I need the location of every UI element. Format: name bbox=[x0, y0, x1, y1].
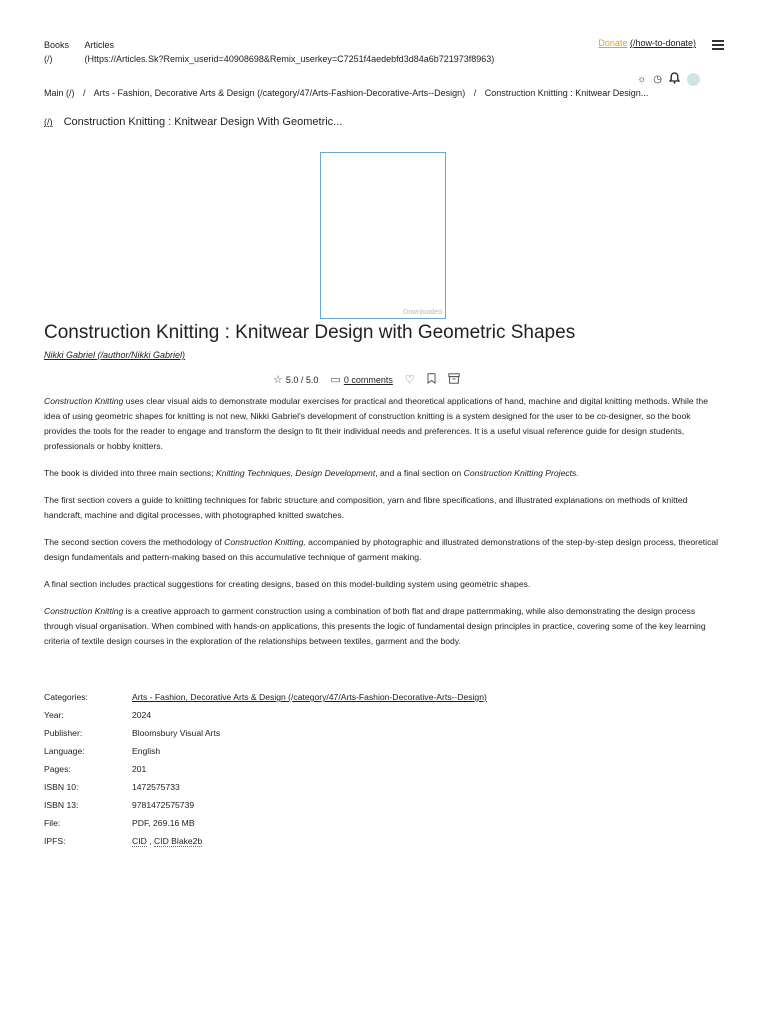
breadcrumb-separator: / bbox=[473, 88, 477, 98]
book-details bbox=[44, 688, 487, 850]
book-cover[interactable] bbox=[320, 152, 446, 319]
bookmark-icon[interactable] bbox=[427, 373, 436, 386]
ipfs-cid-link[interactable]: CID bbox=[132, 836, 147, 846]
heart-icon[interactable]: ♡ bbox=[404, 374, 415, 386]
history-icon[interactable]: ◷ bbox=[653, 74, 662, 85]
books-link-url: (/) bbox=[44, 54, 53, 64]
rating-value: 5.0 / 5.0 bbox=[285, 374, 319, 385]
books-link[interactable]: Books bbox=[44, 40, 70, 50]
breadcrumb-separator: / bbox=[83, 88, 86, 98]
menu-icon[interactable] bbox=[712, 40, 724, 50]
author-link[interactable]: Nikki Gabriel (/author/Nikki Gabriel) bbox=[44, 350, 186, 360]
downloaded-label: Downloaded bbox=[403, 309, 442, 316]
description-paragraph: A final section includes practical suggestions for creating designs, based on this model-building system using geometric shapes. bbox=[44, 579, 531, 589]
star-icon[interactable]: ☆ bbox=[273, 374, 283, 386]
donate-link[interactable] bbox=[598, 38, 696, 48]
sun-icon[interactable]: ☼ bbox=[637, 74, 647, 85]
breadcrumb-category[interactable]: Arts - Fashion, Decorative Arts & Design (/category/47/Arts-Fashion-Decorative-Arts--Design) bbox=[93, 88, 466, 98]
detail-row-categories: Categories: Arts - Fashion, Decorative Arts & Design (/category/47/Arts-Fashion-Decorative-Arts--Design) bbox=[44, 692, 487, 702]
breadcrumb-current: Construction Knitting : Knitwear Design... bbox=[484, 88, 649, 98]
rating-row bbox=[273, 373, 460, 386]
comment-icon[interactable]: ▭ bbox=[330, 374, 341, 386]
title-line-text: Construction Knitting : Knitwear Design With Geometric... bbox=[63, 116, 343, 128]
description-paragraph: The book is divided into three main sections; Knitting Techniques, Design Development, and a final section on Construction Knitting Projects. bbox=[44, 468, 579, 478]
book-title: Construction Knitting : Knitwear Design with Geometric Shapes bbox=[44, 322, 576, 343]
breadcrumb bbox=[44, 88, 648, 98]
detail-row-publisher: Publisher: Bloomsbury Visual Arts bbox=[44, 728, 221, 738]
detail-row-file: File: PDF, 269.16 MB bbox=[44, 818, 195, 828]
description-paragraph: Construction Knitting uses clear visual aids to demonstrate modular exercises for practical and theoretical applications of hand, machine and digital knitting methods. While the idea of using geometric shapes for knitting is not new, Nikki Gabriel's development of construction knitting is a system designed for the user to be co-designer, so the book provides the tools for the reader to engage and transform the design to fit their individual needs and preferences. It is a useful visual reference guide for design students, professionals or hobby knitters. bbox=[44, 396, 708, 451]
breadcrumb-main[interactable]: Main (/) bbox=[44, 88, 75, 98]
archive-icon[interactable] bbox=[448, 373, 460, 386]
detail-row-year: Year: 2024 bbox=[44, 710, 152, 720]
articles-link-url: (Https://Articles.Sk?Remix_userid=40908698&Remix_userkey=C7251f4aedebfd3d84a6b721973f8963) bbox=[84, 54, 495, 64]
bell-icon[interactable] bbox=[669, 72, 680, 87]
articles-link[interactable]: Articles bbox=[84, 40, 115, 50]
ipfs-blake-link[interactable]: CID Blake2b bbox=[153, 836, 203, 846]
donate-url[interactable]: (/how-to-donate) bbox=[629, 38, 696, 48]
toolbar bbox=[637, 72, 700, 87]
description-paragraph: Construction Knitting is a creative approach to garment construction using a combination of both flat and drape patternmaking, while also demonstrating the design process through visual organisation. When combined with hands-on applications, this presents the logic of fundamental design principles in practice, covering some of the key learning criteria of textile design courses in the exploration of the relationships between textiles, garment and the body. bbox=[44, 606, 706, 646]
top-nav bbox=[44, 38, 494, 66]
avatar[interactable] bbox=[687, 73, 700, 86]
comments-link[interactable]: 0 comments bbox=[343, 374, 393, 385]
description-paragraph: The second section covers the methodology of Construction Knitting, accompanied by photographic and illustrated demonstrations of the step-by-step design process, theoretical design fundamentals and pattern-making based on this accumulative technique of garment making. bbox=[44, 537, 719, 562]
description-paragraph: The first section covers a guide to knitting techniques for fabric structure and composition, yarn and fibre specifications, and illustrated explanations on methods of knitted handcraft, machine and digital processes, with photographed knitted swatches. bbox=[44, 495, 688, 520]
home-link[interactable]: (/) bbox=[44, 117, 53, 127]
detail-row-pages: Pages: 201 bbox=[44, 764, 147, 774]
detail-row-isbn10: ISBN 10: 1472575733 bbox=[44, 782, 180, 792]
detail-row-isbn13: ISBN 13: 9781472575739 bbox=[44, 800, 195, 810]
book-description bbox=[44, 394, 724, 661]
detail-row-language: Language: English bbox=[44, 746, 161, 756]
title-line bbox=[44, 116, 342, 128]
category-link[interactable]: Arts - Fashion, Decorative Arts & Design (/category/47/Arts-Fashion-Decorative-Arts--Design) bbox=[132, 692, 487, 702]
detail-row-ipfs: IPFS: CID , CID Blake2b bbox=[44, 836, 203, 846]
donate-label[interactable]: Donate bbox=[598, 38, 628, 48]
